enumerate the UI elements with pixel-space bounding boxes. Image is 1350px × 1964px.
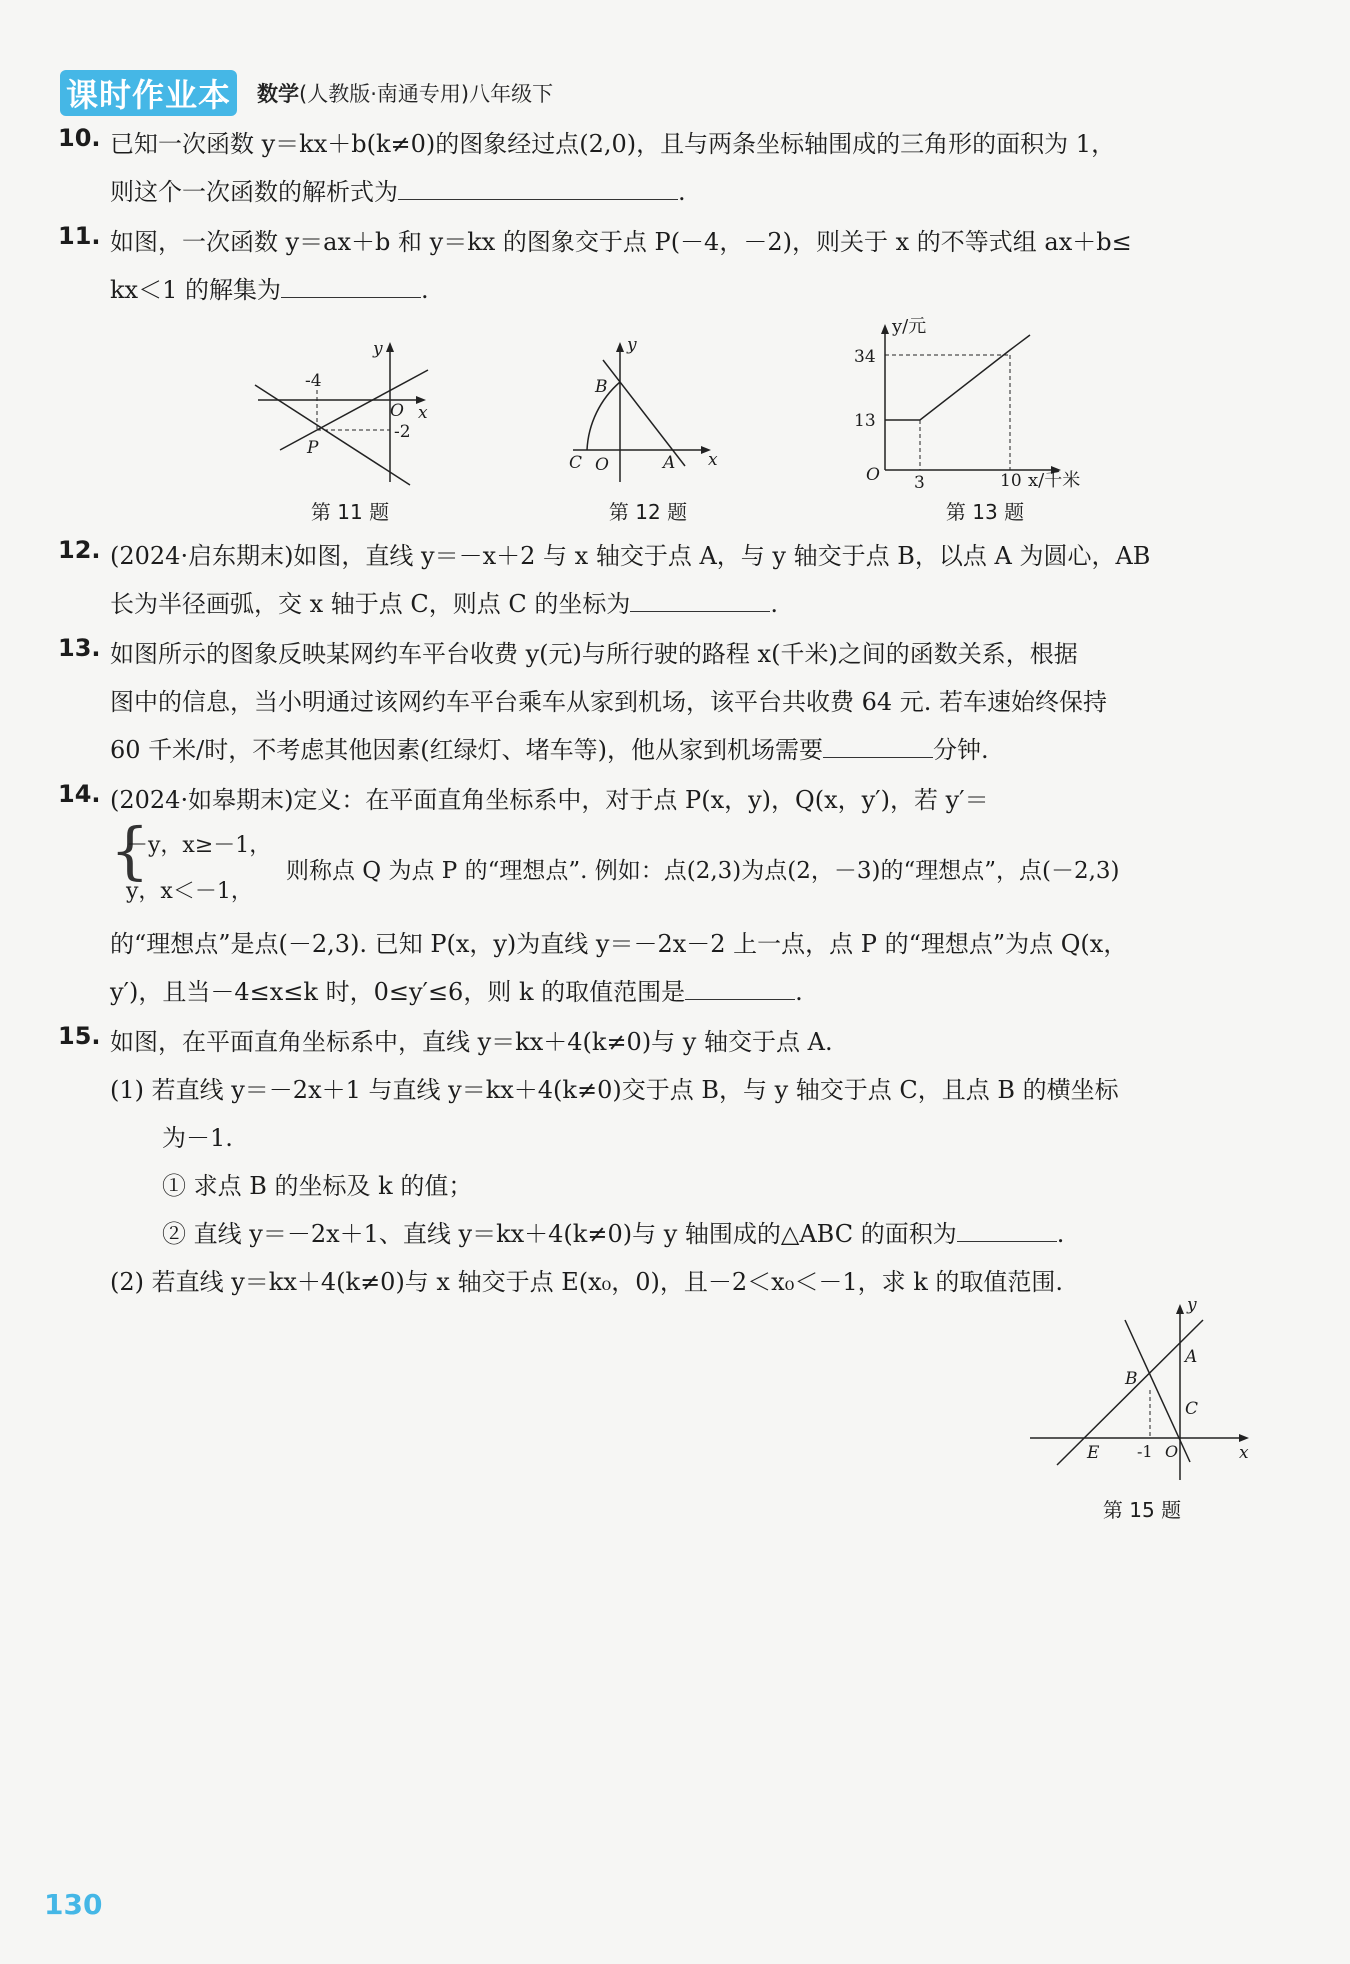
q15-part2: (2) 若直线 y＝kx＋4(k≠0)与 x 轴交于点 E(x₀，0)，且－2＜x₀＜－1，求 k 的取值范围. (110, 1268, 1064, 1296)
fig13-origin-label: O (866, 465, 880, 485)
q14-line1: (2024·如皋期末)定义：在平面直角坐标系中，对于点 P(x，y)，Q(x，y′)，若 y′＝ (110, 786, 989, 814)
q15-part1-line2: 为－1. (162, 1124, 233, 1152)
q15-part1-sub2: ② 直线 y＝－2x＋1、直线 y＝kx＋4(k≠0)与 y 轴围成的△ABC 的面积为 . (162, 1220, 1065, 1248)
q14-line3: 的“理想点”是点(－2,3). 已知 P(x，y)为直线 y＝－2x－2 上一点，点 P 的“理想点”为点 Q(x， (110, 930, 1128, 958)
fig13-x-label: x/千米 (1028, 470, 1081, 490)
figure-13 (840, 310, 1120, 490)
q14-case1: －y，x≥－1， (126, 833, 272, 858)
fig15-y-label: y (1187, 1295, 1197, 1315)
q13-number: 13. (58, 634, 101, 662)
q13-line1: 如图所示的图象反映某网约车平台收费 y(元)与所行驶的路程 x(千米)之间的函数关系，根据 (110, 640, 1078, 668)
q15-line1: 如图，在平面直角坐标系中，直线 y＝kx＋4(k≠0)与 y 轴交于点 A. (110, 1028, 833, 1056)
fig11-tick-neg2: -2 (394, 422, 411, 442)
fig15-point-e: E (1087, 1443, 1100, 1463)
q10-answer-blank (398, 177, 678, 200)
fig12-point-a: A (663, 453, 676, 473)
q14-definition: 则称点 Q 为点 P 的“理想点”. 例如：点(2,3)为点(2，－3)的“理想点”，点(－2,3) (286, 858, 1120, 884)
fig15-x-label: x (1239, 1443, 1249, 1463)
q11-answer-blank (281, 275, 421, 298)
fig15-origin-label: O (1165, 1442, 1179, 1461)
q11-line2: kx＜1 的解集为 . (110, 276, 429, 304)
fig13-tick-10: 10 (1000, 471, 1022, 490)
page-header (60, 72, 553, 114)
figure-12 (565, 330, 735, 490)
fig12-point-c: C (569, 453, 583, 473)
figure-12-caption: 第 12 题 (608, 500, 688, 524)
q15-part1-sub1: ① 求点 B 的坐标及 k 的值； (162, 1172, 473, 1200)
q12-number: 12. (58, 536, 101, 564)
q15-answer-blank (957, 1219, 1057, 1242)
header-subtitle (257, 78, 553, 108)
q13-line3: 60 千米/时，不考虑其他因素(红绿灯、堵车等)，他从家到机场需要 分钟. (110, 736, 989, 764)
fig12-origin-label: O (595, 455, 609, 475)
q11-number: 11. (58, 222, 101, 250)
page-number: 130 (44, 1888, 103, 1921)
figure-13-caption: 第 13 题 (945, 500, 1025, 524)
fig13-tick-34: 34 (854, 347, 876, 367)
fig11-x-label: x (418, 403, 428, 423)
figure-11 (250, 330, 450, 490)
figure-11-caption: 第 11 题 (310, 500, 390, 524)
q12-line1: (2024·启东期末)如图，直线 y＝－x＋2 与 x 轴交于点 A，与 y 轴交于点 B，以点 A 为圆心，AB (110, 542, 1151, 570)
fig15-point-c: C (1185, 1399, 1199, 1419)
q11-line1: 如图，一次函数 y＝ax＋b 和 y＝kx 的图象交于点 P(－4，－2)，则关于 x 的不等式组 ax＋b≤ (110, 228, 1132, 256)
fig12-x-label: x (708, 450, 718, 470)
q15-part1-line1: (1) 若直线 y＝－2x＋1 与直线 y＝kx＋4(k≠0)交于点 B，与 y 轴交于点 C，且点 B 的横坐标 (110, 1076, 1119, 1104)
q10-line2: 则这个一次函数的解析式为 . (110, 178, 686, 206)
q14-answer-blank (685, 977, 795, 1000)
header-subject: 数学 (257, 82, 300, 106)
fig13-tick-3: 3 (914, 473, 925, 490)
fig12-y-label: y (627, 335, 637, 355)
fig13-tick-13: 13 (854, 411, 876, 431)
q12-answer-blank (630, 589, 770, 612)
q14-case-brace: { (110, 814, 150, 887)
fig15-point-b: B (1125, 1369, 1138, 1389)
fig15-point-a: A (1185, 1347, 1198, 1367)
figure-15-caption: 第 15 题 (1102, 1498, 1182, 1522)
series-logo: 课时作业本 (60, 70, 239, 116)
fig13-y-label: y/元 (892, 316, 927, 337)
q10-line1: 已知一次函数 y＝kx＋b(k≠0)的图象经过点(2,0)，且与两条坐标轴围成的三角形的面积为 1， (110, 130, 1116, 158)
fig11-point-p: P (307, 438, 319, 458)
figure-15 (1025, 1290, 1265, 1490)
fig11-origin-label: O (390, 401, 404, 421)
q15-number: 15. (58, 1022, 101, 1050)
fig13-fare-line (885, 335, 1030, 420)
header-edition: (人教版·南通专用)八年级下 (299, 82, 554, 106)
q14-case2: y，x＜－1， (126, 879, 253, 904)
q10-number: 10. (58, 124, 101, 152)
q13-answer-blank (823, 735, 933, 758)
fig15-tick-neg1: -1 (1137, 1442, 1153, 1461)
q13-line2: 图中的信息，当小明通过该网约车平台乘车从家到机场，该平台共收费 64 元. 若车速始终保持 (110, 688, 1108, 716)
fig11-y-label: y (373, 339, 383, 359)
fig12-point-b: B (595, 377, 608, 397)
q14-number: 14. (58, 780, 101, 808)
q14-line4: y′)，且当－4≤x≤k 时，0≤y′≤6，则 k 的取值范围是 . (110, 978, 803, 1006)
fig11-tick-neg4: -4 (305, 371, 322, 391)
q12-line2: 长为半径画弧，交 x 轴于点 C，则点 C 的坐标为 . (110, 590, 779, 618)
